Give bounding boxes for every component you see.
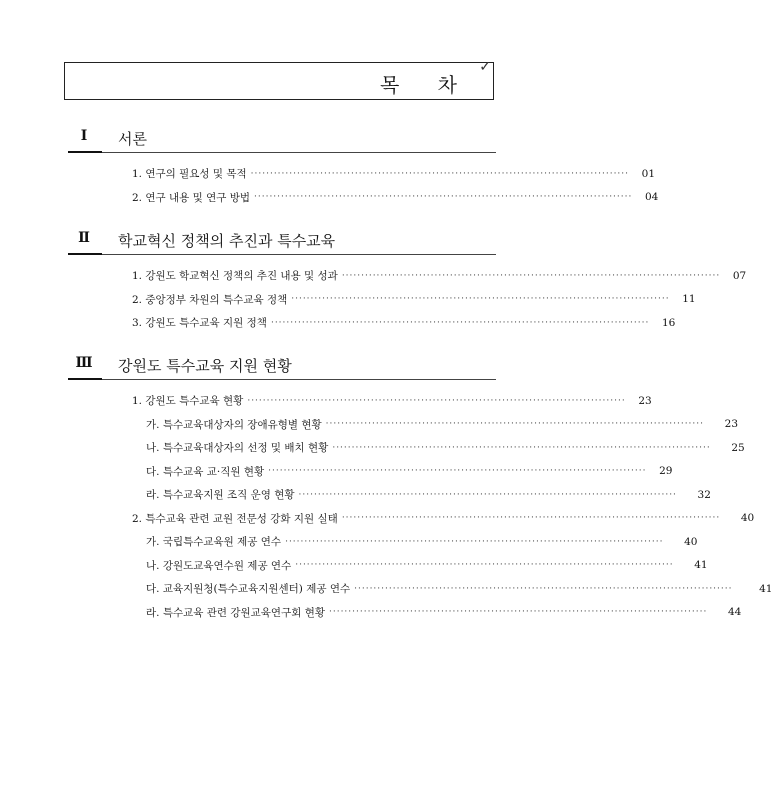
leader-dots: ·································································································· [341, 270, 721, 281]
entry-label: 2. 연구 내용 및 연구 방법 [132, 191, 250, 204]
entry-page: 29 [659, 465, 673, 478]
section-number: Ⅱ [78, 230, 90, 246]
leader-dots: ·································································································· [247, 395, 626, 406]
entry-label: 나. 특수교육대상자의 선정 및 배치 현황 [146, 442, 329, 455]
leader-dots: ·································································································· [332, 442, 711, 453]
toc-entry[interactable] [132, 577, 773, 601]
entry-label: 3. 강원도 특수교육 지원 정책 [132, 317, 267, 330]
section-number-rule [68, 151, 102, 153]
leader-dots: ·································································································· [341, 513, 721, 524]
section-number: Ⅰ [80, 128, 88, 144]
toc-entry[interactable] [132, 311, 676, 335]
leader-dots: ·································································································· [328, 607, 708, 618]
entry-page: 23 [724, 418, 739, 431]
leader-dots: ·································································································· [270, 317, 650, 328]
toc-title: 목 차 [380, 73, 473, 97]
section-title: 학교혁신 정책의 추진과 특수교육 [118, 232, 336, 250]
entry-page: 25 [731, 441, 745, 454]
entry-page: 41 [694, 559, 708, 572]
toc-entry[interactable] [132, 436, 745, 460]
checkmark-icon: ✓ [479, 59, 491, 75]
entry-page: 07 [732, 269, 747, 282]
entry-label: 1. 강원도 학교혁신 정책의 추진 내용 및 성과 [132, 270, 338, 283]
leader-dots: ·································································································· [254, 192, 633, 203]
section-title: 서론 [118, 130, 147, 148]
entry-page: 11 [682, 293, 696, 306]
entry-label: 1. 연구의 필요성 및 목적 [132, 168, 247, 181]
section-heading [68, 228, 496, 255]
toc-entry[interactable] [132, 554, 708, 578]
entry-label: 가. 특수교육대상자의 장애유형별 현황 [146, 418, 322, 431]
leader-dots: ·································································································· [295, 560, 674, 571]
entry-label: 라. 특수교육지원 조직 운영 현황 [146, 489, 295, 502]
toc-entry[interactable] [132, 389, 652, 413]
entry-page: 40 [740, 512, 755, 525]
leader-dots: ·································································································· [354, 583, 733, 594]
entry-label: 2. 중앙정부 차원의 특수교육 정책 [132, 293, 288, 306]
section-number-rule [68, 378, 102, 380]
toc-entry[interactable] [132, 601, 742, 625]
leader-dots: ·································································································· [325, 419, 705, 430]
entry-label: 다. 교육지원청(특수교육지원센터) 제공 연수 [146, 583, 351, 596]
entry-label: 나. 강원도교육연수원 제공 연수 [146, 559, 292, 572]
section-entries [132, 389, 773, 624]
entry-page: 23 [638, 394, 652, 407]
entry-page: 16 [661, 316, 676, 329]
entry-label: 다. 특수교육 교·직원 현황 [146, 465, 265, 478]
entry-page: 04 [645, 191, 659, 204]
entry-page: 40 [684, 535, 698, 548]
entry-label: 라. 특수교육 관련 강원교육연구회 현황 [146, 606, 325, 619]
toc-entry[interactable] [132, 483, 711, 507]
section-number: Ⅲ [75, 355, 93, 371]
toc-title-box [64, 59, 494, 100]
toc-entry[interactable] [132, 264, 747, 288]
toc-entry[interactable] [132, 186, 659, 210]
toc-entry[interactable] [132, 288, 696, 312]
section-heading [68, 126, 496, 153]
leader-dots: ·································································································· [250, 168, 630, 179]
entry-page: 41 [759, 582, 773, 595]
section-1 [68, 126, 659, 209]
entry-label: 2. 특수교육 관련 교원 전문성 강화 지원 실태 [132, 512, 338, 525]
toc-entry[interactable] [132, 507, 755, 531]
toc-entry[interactable] [132, 413, 739, 437]
entry-label: 가. 국립특수교육원 제공 연수 [146, 536, 282, 549]
toc-entry[interactable] [132, 162, 656, 186]
entry-label: 1. 강원도 특수교육 현황 [132, 395, 244, 408]
section-2 [68, 228, 747, 335]
leader-dots: ·································································································· [291, 294, 670, 305]
leader-dots: ·································································································· [285, 536, 664, 547]
toc-entry[interactable] [132, 530, 698, 554]
entry-page: 44 [727, 606, 742, 619]
leader-dots: ·································································································· [268, 466, 647, 477]
entry-page: 01 [641, 167, 656, 180]
entry-page: 32 [697, 488, 711, 501]
leader-dots: ·································································································· [298, 489, 677, 500]
section-entries [132, 162, 659, 209]
section-heading [68, 353, 496, 380]
section-title: 강원도 특수교육 지원 현황 [118, 357, 292, 375]
section-3 [68, 353, 773, 624]
section-entries [132, 264, 747, 335]
section-number-rule [68, 253, 102, 255]
toc-entry[interactable] [132, 460, 673, 484]
